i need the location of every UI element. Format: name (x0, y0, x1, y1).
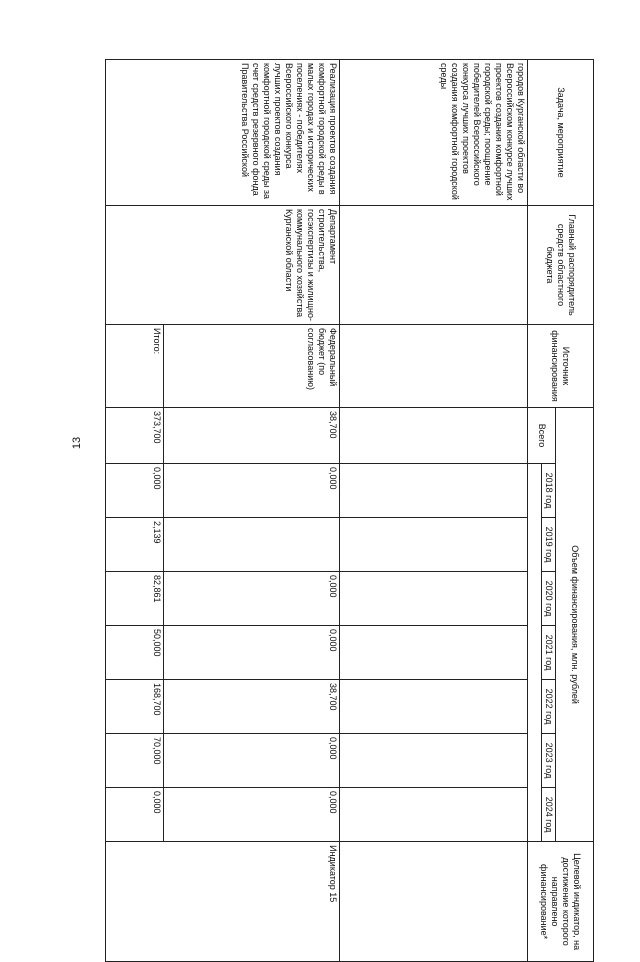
cell-indicator: Индикатор 15 (106, 842, 340, 962)
cell-2020: 82,861 (106, 572, 164, 626)
header-year-2021: 2021 год (542, 626, 556, 680)
header-total: Всего (528, 408, 556, 464)
cell-distributor (340, 206, 528, 325)
cell-distributor: Департамент строительства, госэкспертизы и жилищно-коммунального хозяйства Курганской области (106, 206, 340, 325)
cell-2023: 0,000 (164, 734, 340, 788)
cell-total: 373,700 (106, 408, 164, 464)
cell-2024 (340, 788, 528, 842)
table-row (340, 60, 528, 962)
funding-table (105, 59, 594, 962)
header-year-2020: 2020 год (542, 572, 556, 626)
cell-task: Реализация проектов создания комфортной городской среды в малых городах и исторических поселениях - победителях Всероссийского конкурса лучших проектов создания комфортной городской среды за счет средств резервного фонда Правительства Российской (106, 60, 340, 206)
cell-source: Федеральный бюджет (по согласованию) (164, 325, 340, 408)
cell-2019: 2,139 (106, 518, 164, 572)
cell-2018: 0,000 (164, 464, 340, 518)
cell-2021: 50,000 (106, 626, 164, 680)
cell-2019 (164, 518, 340, 572)
cell-total (340, 408, 528, 464)
page-number: 13 (71, 436, 83, 450)
header-funding-group: Объем финансирования, млн. рублей (556, 408, 594, 842)
header-year-2019: 2019 год (542, 518, 556, 572)
header-task: Задача, мероприятие (528, 60, 594, 206)
header-year-2018: 2018 год (542, 464, 556, 518)
header-distributor: Главный распорядитель средств областного бюджета (528, 206, 594, 325)
cell-2022: 38,700 (164, 680, 340, 734)
header-year-2022: 2022 год (542, 680, 556, 734)
header-indicator: Целевой индикатор, на достижение которого направлено финансирование* (528, 842, 594, 962)
cell-total: 38,700 (164, 408, 340, 464)
cell-source-total-label: Итого: (106, 325, 164, 408)
header-year-2024: 2024 год (542, 788, 556, 842)
cell-2024: 0,000 (106, 788, 164, 842)
cell-2019 (340, 518, 528, 572)
header-source: Источник финансирования (528, 325, 594, 408)
cell-2021 (340, 626, 528, 680)
cell-2022 (340, 680, 528, 734)
header-year-2023: 2023 год (542, 734, 556, 788)
cell-2018: 0,000 (106, 464, 164, 518)
cell-2024: 0,000 (164, 788, 340, 842)
cell-indicator (340, 842, 528, 962)
cell-2018 (340, 464, 528, 518)
cell-2023 (340, 734, 528, 788)
cell-2023: 70,000 (106, 734, 164, 788)
cell-2020: 0,000 (164, 572, 340, 626)
cell-source (340, 325, 528, 408)
table-row (164, 60, 340, 962)
cell-2022: 168,700 (106, 680, 164, 734)
cell-task: городов Курганской области во Всероссийском конкурсе лучших проектов создания комфортной городской среды; поощрение победителей Всероссийского конкурса лучших проектов создания комфортной городской среды (340, 60, 528, 206)
cell-2020 (340, 572, 528, 626)
cell-2021: 0,000 (164, 626, 340, 680)
rotated-table-sheet (106, 59, 594, 951)
